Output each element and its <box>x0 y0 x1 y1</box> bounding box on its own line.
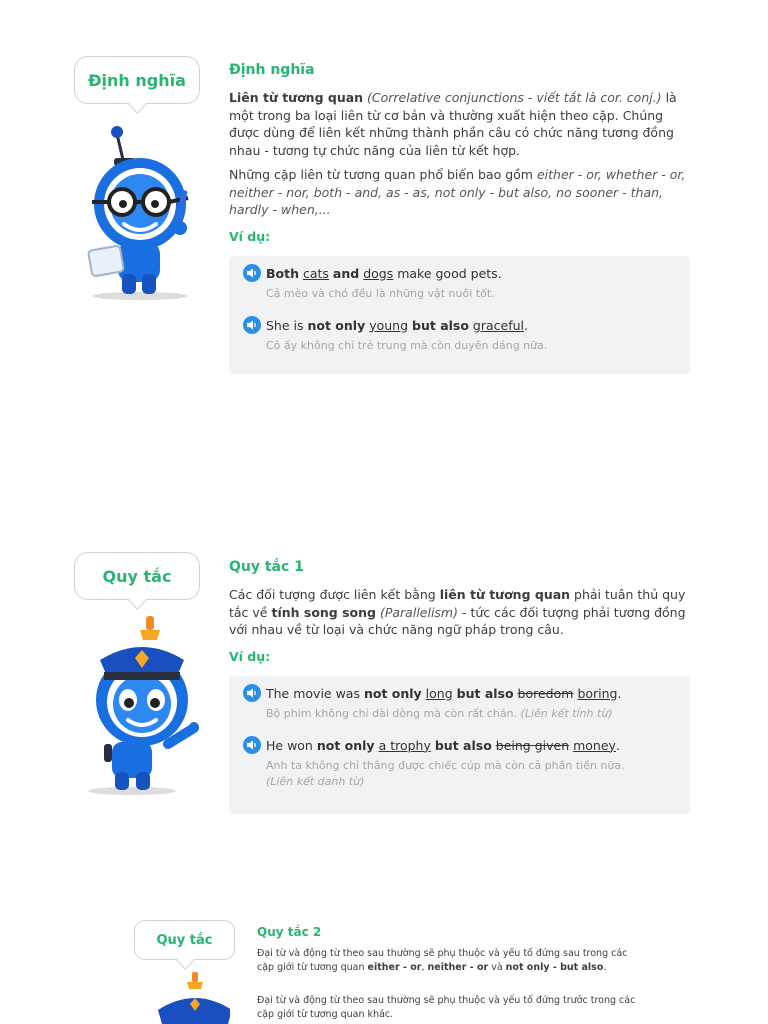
example-translation <box>266 706 680 722</box>
rule-2-paragraph-1 <box>257 947 637 975</box>
rule-text: và <box>488 962 506 973</box>
example-translation: Cô ấy không chỉ trẻ trung mà còn duyên dáng nữa. <box>266 339 548 352</box>
sentence-part: He won <box>266 737 317 753</box>
sentence-part: dogs <box>363 265 394 281</box>
example-translation <box>266 758 680 790</box>
section-title-rule-2: Quy tắc 2 <box>257 925 322 939</box>
example-sentence <box>243 264 680 282</box>
rule-term: either - or <box>367 962 422 973</box>
example-translation: Cả mèo và chó đều là những vật nuôi tốt. <box>266 287 495 300</box>
translation-text: Bộ phim không chỉ dài dòng mà còn rất chán. <box>266 707 518 720</box>
rule-text: Đại từ và động từ theo sau thường sẽ phụ thuộc và yếu tố đứng sau trong các cặp giới từ tương quan <box>257 948 628 973</box>
mascot-scholar-image <box>84 124 196 302</box>
term-correlative-conjunctions: Liên từ tương quan <box>229 90 364 105</box>
rule-term: neither - or <box>427 962 489 973</box>
mascot-police-image <box>150 970 230 1024</box>
rule-term-english: (Parallelism) <box>379 604 458 620</box>
rule-1-paragraph <box>229 586 691 639</box>
rule-bubble: Quy tắc <box>134 920 235 960</box>
sentence-part: She is <box>266 317 308 333</box>
sentence-part: cats <box>302 265 329 281</box>
sentence-part: a trophy <box>378 737 431 753</box>
speaker-icon[interactable] <box>243 736 261 754</box>
definition-text: là một trong ba loại liên từ cơ bản và thường xuất hiện theo cặp. Chúng được dùng để liên kết những thành phần câu có chức năng tương đồng nhau - tương tự chức năng của liên từ kết hợp. <box>229 90 677 158</box>
example-label: Ví dụ: <box>229 649 271 664</box>
rule-text: . <box>603 962 607 973</box>
rule-text: , <box>421 962 428 973</box>
rule-term: not only - but also <box>505 962 604 973</box>
translation-text: Anh ta không chỉ thắng được chiếc cúp mà còn cả phần tiền nữa. <box>266 759 625 772</box>
rule-text: Các đối tượng được liên kết bằng <box>229 587 440 602</box>
sentence-part: . <box>615 737 620 753</box>
rule-term: liên từ tương quan <box>439 587 571 602</box>
example-sentence <box>243 316 680 334</box>
translation-note: (Liên kết tính từ) <box>520 707 613 720</box>
sentence-part: but also <box>434 737 492 753</box>
speaker-icon[interactable] <box>243 316 261 334</box>
example-item <box>243 736 680 790</box>
correct-word: boring <box>577 685 618 701</box>
example-item <box>243 316 680 354</box>
sentence-part: but also <box>456 685 514 701</box>
example-box <box>229 676 690 814</box>
example-sentence <box>243 684 680 702</box>
definition-bubble: Định nghĩa <box>74 56 200 104</box>
definition-paragraph-2 <box>229 166 689 219</box>
term-abbreviation: (Correlative conjunctions - viết tắt là cor. conj.) <box>367 90 662 105</box>
definition-paragraph-1 <box>229 89 689 159</box>
section-title-rule-1: Quy tắc 1 <box>229 559 304 575</box>
example-label: Ví dụ: <box>229 229 271 244</box>
sentence-part: and <box>332 265 360 281</box>
wrong-word: being given <box>495 737 570 753</box>
translation-note: (Liên kết danh từ) <box>266 775 365 788</box>
example-item <box>243 684 680 722</box>
rule-text: - tức các đối tượng phải tương đồng với nhau về từ loại và chức năng ngữ pháp trong câu. <box>229 604 686 637</box>
sentence-part: not only <box>307 317 366 333</box>
common-pairs-list: either - or, whether - or, neither - nor, both - and, as - as, not only - but also, no sooner - than, hardly - when,... <box>229 167 686 217</box>
rule-bubble: Quy tắc <box>74 552 200 600</box>
sentence-part: Both <box>266 265 299 281</box>
sentence-part: The movie was <box>266 685 364 701</box>
example-sentence <box>243 736 680 754</box>
rule-2-paragraph-2: Đại từ và động từ theo sau thường sẽ phụ thuộc và yếu tố đứng trước trong các cặp giới từ tương quan khác. <box>257 995 636 1020</box>
section-title-definition: Định nghĩa <box>229 62 315 78</box>
speaker-icon[interactable] <box>243 264 261 282</box>
mascot-police-image <box>82 616 200 796</box>
sentence-part: long <box>425 685 453 701</box>
speaker-icon[interactable] <box>243 684 261 702</box>
sentence-part: not only <box>316 737 375 753</box>
sentence-part: young <box>369 317 409 333</box>
sentence-part: make good pets. <box>393 265 502 281</box>
example-item <box>243 264 680 302</box>
common-pairs-lead: Những cặp liên từ tương quan phổ biến bao gồm <box>229 167 533 182</box>
example-box <box>229 256 690 374</box>
sentence-part: graceful <box>472 317 525 333</box>
sentence-part: not only <box>363 685 422 701</box>
sentence-part: . <box>524 317 528 333</box>
sentence-part: . <box>617 685 622 701</box>
sentence-part: but also <box>412 317 469 333</box>
wrong-word: boredom <box>517 685 574 701</box>
rule-term: tính song song <box>271 604 376 620</box>
rule-text: phải tuân thủ quy tắc về <box>229 587 686 620</box>
correct-word: money <box>573 737 616 753</box>
